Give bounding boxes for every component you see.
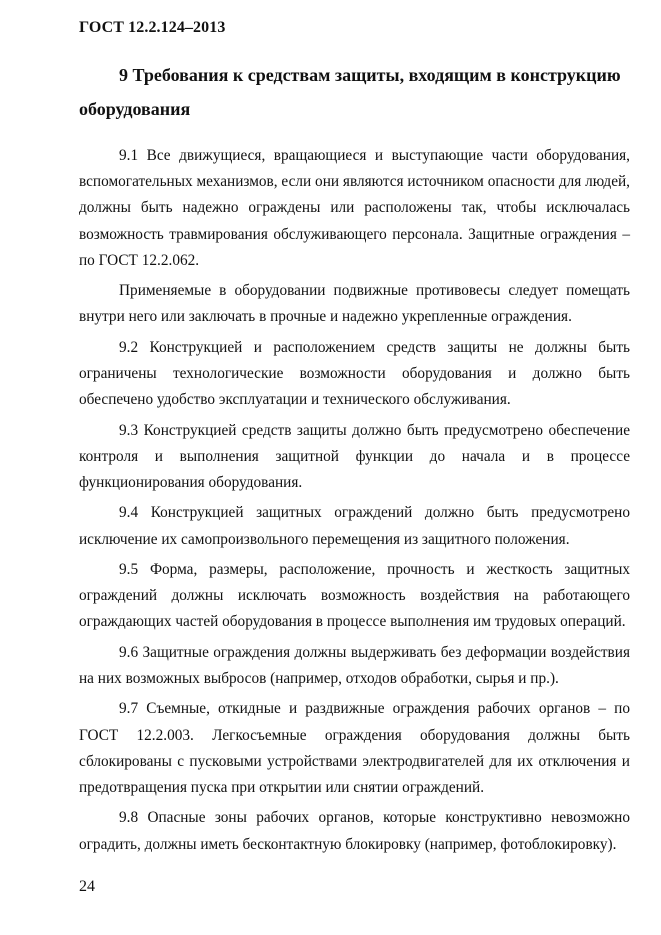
paragraph-9-1: 9.1 Все движущиеся, вращающиеся и выступающие части оборудования, вспомогательных механизмов, если они являются источником опасности для людей, должны быть надежно ограждены или расположены так, чтобы исключалась возможность травмирования обслуживающего персонала. Защитные ограждения – по ГОСТ 12.2.062.	[79, 147, 630, 269]
paragraph-9-2: 9.2 Конструкцией и расположением средств защиты не должны быть ограничены технологические возможности оборудования и должно быть обеспечено удобство эксплуатации и технического обслуживания.	[79, 338, 630, 409]
paragraph-9-6: 9.6 Защитные ограждения должны выдерживать без деформации воздействия на них возможных выбросов (например, отходов обработки, сырья и пр.).	[79, 643, 630, 687]
section-heading: 9 Требования к средствам защиты, входящим в конструкцию оборудования	[79, 65, 621, 119]
section-body	[79, 143, 630, 862]
paragraph-9-8: 9.8 Опасные зоны рабочих органов, которые конструктивно невозможно оградить, должны иметь бесконтактную блокировку (например, фотоблокировку).	[79, 809, 630, 853]
paragraph-9-5: 9.5 Форма, размеры, расположение, прочность и жесткость защитных ограждений должны исключать возможность воздействия на работающего ограждающих частей оборудования в процессе выполнения им трудовых операций.	[79, 560, 630, 631]
page-number: 24	[79, 878, 95, 895]
paragraph-9-3: 9.3 Конструкцией средств защиты должно быть предусмотрено обеспечение контроля и выполнения защитной функции до начала и в процессе функционирования оборудования.	[79, 421, 630, 491]
document-code-header: ГОСТ 12.2.124–2013	[79, 19, 226, 36]
paragraph-9-7: 9.7 Съемные, откидные и раздвижные ограждения рабочих органов – по ГОСТ 12.2.003. Легкосъемные ограждения оборудования должны быть сблокированы с пусковыми устройствами электродвигателей для их отключения и предотвращения пуска при открытии или снятии ограждений.	[79, 700, 630, 796]
paragraph-9-4: 9.4 Конструкцией защитных ограждений должно быть предусмотрено исключение их самопроизвольного перемещения из защитного положения.	[79, 504, 630, 548]
paragraph-counterweights: Применяемые в оборудовании подвижные противовесы следует помещать внутри него или заключать в прочные и надежно укрепленные ограждения.	[79, 282, 630, 326]
